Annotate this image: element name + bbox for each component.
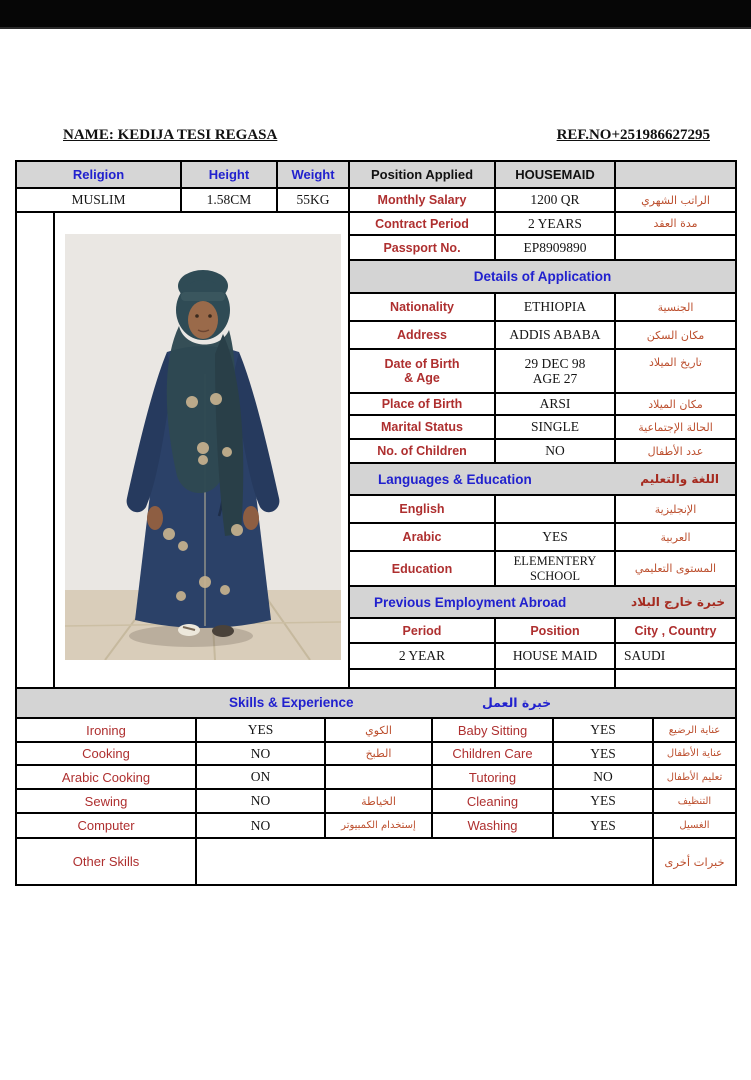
previous-employment-bar <box>350 587 735 619</box>
sewing-arabic: الخياطة <box>326 790 433 814</box>
tutoring-label: Tutoring <box>433 766 554 790</box>
details-of-application-bar <box>350 261 735 294</box>
marital-status-label: Marital Status <box>350 416 496 440</box>
skills-experience-bar <box>17 689 735 719</box>
applicant-photo <box>65 234 341 660</box>
languages-education-title: Languages & Education <box>378 471 532 487</box>
place-of-birth-arabic: مكان الميلاد <box>616 394 735 416</box>
english-row <box>350 496 735 524</box>
contract-period-value: 2 YEARS <box>496 213 616 236</box>
education-label: Education <box>350 552 496 587</box>
computer-label: Computer <box>17 814 197 839</box>
arabic-arabic: العربية <box>616 524 735 552</box>
children-row <box>350 440 735 464</box>
washing-value: YES <box>554 814 654 839</box>
english-label: English <box>350 496 496 524</box>
ironing-arabic: الكوي <box>326 719 433 743</box>
religion-header: Religion <box>17 162 182 189</box>
address-arabic: مكان السكن <box>616 322 735 350</box>
tutoring-arabic: تعليم الأطفال <box>654 766 735 790</box>
top-empty-cell <box>616 162 735 189</box>
monthly-salary-value: 1200 QR <box>496 189 616 213</box>
monthly-salary-label: Monthly Salary <box>350 189 496 213</box>
nationality-label: Nationality <box>350 294 496 322</box>
height-header: Height <box>182 162 278 189</box>
left-empty-strip <box>17 213 55 689</box>
english-value <box>496 496 616 524</box>
baby-sitting-label: Baby Sitting <box>433 719 554 743</box>
cleaning-value: YES <box>554 790 654 814</box>
previous-employment-title: Previous Employment Abroad <box>374 594 567 610</box>
skills-experience-title: Skills & Experience <box>229 695 354 710</box>
marital-status-arabic: الحالة الإجتماعية <box>616 416 735 440</box>
marital-status-value: SINGLE <box>496 416 616 440</box>
place-of-birth-row <box>350 394 735 416</box>
contract-period-label: Contract Period <box>350 213 496 236</box>
cooking-label: Cooking <box>17 743 197 766</box>
arabic-cooking-arabic <box>326 766 433 790</box>
date-of-birth-value: 29 DEC 98 AGE 27 <box>496 350 616 394</box>
education-row <box>350 552 735 587</box>
address-value: ADDIS ABABA <box>496 322 616 350</box>
middle-section <box>17 213 735 689</box>
date-of-birth-row <box>350 350 735 394</box>
cleaning-arabic: التنظيف <box>654 790 735 814</box>
employment-position: HOUSE MAID <box>496 644 616 670</box>
other-skills-row <box>17 839 735 884</box>
sewing-value: NO <box>197 790 326 814</box>
place-of-birth-value: ARSI <box>496 394 616 416</box>
period-header: Period <box>350 619 496 644</box>
position-applied-value: HOUSEMAID <box>496 162 616 189</box>
languages-education-arabic: اللغة والتعليم <box>640 472 719 486</box>
nationality-row <box>350 294 735 322</box>
document-header <box>63 127 710 144</box>
washing-arabic: الغسيل <box>654 814 735 839</box>
english-arabic: الإنجليزية <box>616 496 735 524</box>
cv-table <box>15 160 737 886</box>
place-of-birth-label: Place of Birth <box>350 394 496 416</box>
baby-sitting-value: YES <box>554 719 654 743</box>
cleaning-label: Cleaning <box>433 790 554 814</box>
employment-empty-row <box>350 670 735 689</box>
ironing-label: Ironing <box>17 719 197 743</box>
skills-experience-arabic: خبرة العمل <box>482 695 552 710</box>
arabic-row <box>350 524 735 552</box>
children-arabic: عدد الأطفال <box>616 440 735 464</box>
tutoring-value: NO <box>554 766 654 790</box>
monthly-salary-arabic: الراتب الشهري <box>616 189 735 213</box>
arabic-value: YES <box>496 524 616 552</box>
employment-empty-city <box>616 670 735 689</box>
children-care-arabic: عناية الأطفال <box>654 743 735 766</box>
employment-city: SAUDI <box>616 644 735 670</box>
religion-value: MUSLIM <box>17 189 182 213</box>
contract-period-arabic: مدة العقد <box>616 213 735 236</box>
employment-header-row <box>350 619 735 644</box>
passport-arabic-empty <box>616 236 735 261</box>
nationality-value: ETHIOPIA <box>496 294 616 322</box>
top-section <box>17 162 735 213</box>
other-skills-value-empty <box>197 839 654 884</box>
computer-arabic: إستخدام الكمبيوتر <box>326 814 433 839</box>
contract-period-row <box>350 213 735 236</box>
passport-row <box>350 236 735 261</box>
photo-cell <box>55 213 350 689</box>
weight-value: 55KG <box>278 189 350 213</box>
date-of-birth-label: Date of Birth & Age <box>350 350 496 394</box>
employment-row <box>350 644 735 670</box>
other-skills-arabic: خبرات أخرى <box>664 854 725 869</box>
employment-period: 2 YEAR <box>350 644 496 670</box>
children-care-label: Children Care <box>433 743 554 766</box>
other-skills-label: Other Skills <box>17 839 197 884</box>
date-of-birth-arabic: تاريخ الميلاد <box>616 350 735 394</box>
passport-value: EP8909890 <box>496 236 616 261</box>
address-row <box>350 322 735 350</box>
cooking-value: NO <box>197 743 326 766</box>
ironing-value: YES <box>197 719 326 743</box>
position-header: Position <box>496 619 616 644</box>
children-label: No. of Children <box>350 440 496 464</box>
details-column <box>350 213 735 689</box>
weight-header: Weight <box>278 162 350 189</box>
height-value: 1.58CM <box>182 189 278 213</box>
previous-employment-arabic: خبرة خارج البلاد <box>631 595 725 609</box>
arabic-cooking-value: ON <box>197 766 326 790</box>
washing-label: Washing <box>433 814 554 839</box>
marital-status-row <box>350 416 735 440</box>
computer-value: NO <box>197 814 326 839</box>
reference-number: REF.NO+251986627295 <box>556 127 710 143</box>
cooking-arabic: الطبخ <box>326 743 433 766</box>
languages-education-bar <box>350 464 735 496</box>
sewing-label: Sewing <box>17 790 197 814</box>
skills-table <box>17 719 735 839</box>
education-value: ELEMENTERY SCHOOL <box>496 552 616 587</box>
address-label: Address <box>350 322 496 350</box>
employment-empty-period <box>350 670 496 689</box>
details-of-application-title: Details of Application <box>473 269 612 284</box>
passport-label: Passport No. <box>350 236 496 261</box>
nationality-arabic: الجنسية <box>616 294 735 322</box>
photo-block <box>17 213 350 689</box>
top-black-bar <box>0 0 751 29</box>
children-value: NO <box>496 440 616 464</box>
applicant-name: NAME: KEDIJA TESI REGASA <box>63 127 278 143</box>
city-country-header: City , Country <box>616 619 735 644</box>
employment-empty-position <box>496 670 616 689</box>
position-applied-header: Position Applied <box>350 162 496 189</box>
education-arabic: المستوى التعليمي <box>616 552 735 587</box>
arabic-cooking-label: Arabic Cooking <box>17 766 197 790</box>
baby-sitting-arabic: عناية الرضيع <box>654 719 735 743</box>
arabic-label: Arabic <box>350 524 496 552</box>
children-care-value: YES <box>554 743 654 766</box>
